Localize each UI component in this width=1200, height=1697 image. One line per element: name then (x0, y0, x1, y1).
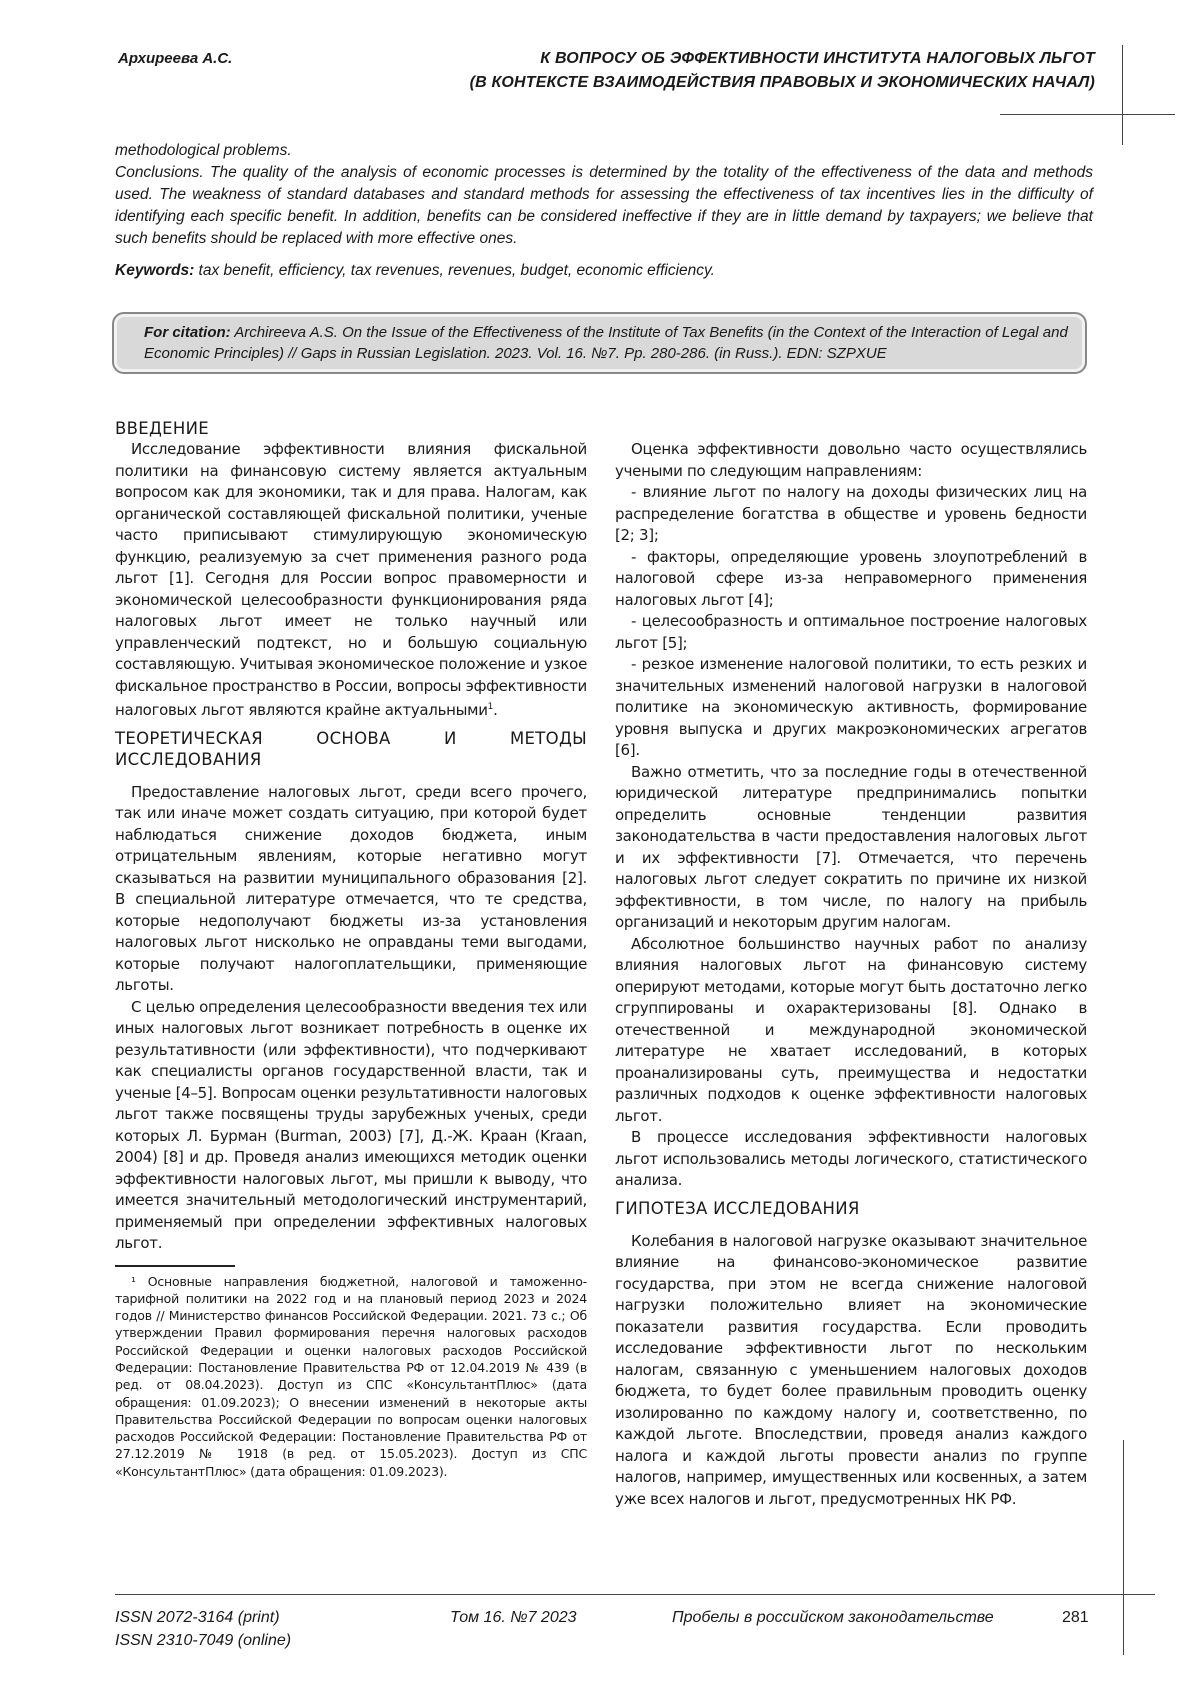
running-header-author: Архиреева А.С. (118, 50, 232, 67)
issn-online: ISSN 2310-7049 (online) (115, 1629, 291, 1652)
abstract-conclusions: Conclusions. The quality of the analysis of economic processes is determined by the totality of the effectiveness of the data and methods used. The weakness of standard databases and standard methods for assessing the effectiveness of tax incentives lies in the difficulty of identifying each specific benefit. In addition, benefits can be considered ineffective if they are in little demand by taxpayers; we believe that such benefits should be replaced with more effective ones. (115, 162, 1093, 250)
abstract (115, 140, 1093, 282)
abstract-p1: methodological problems. (115, 140, 1093, 162)
footer-issn (115, 1606, 291, 1652)
heading-theory-methods: ТЕОРЕТИЧЕСКАЯ ОСНОВА И МЕТОДЫ ИССЛЕДОВАНИЯ (115, 728, 587, 770)
paragraph: Колебания в налоговой нагрузке оказывают значительное влияние на финансово-экономическое развитие государства, при этом не всегда снижение налоговой нагрузки положительно влияет на экономические показатели развития государства. Если проводить исследование эффективности льгот по нескольким налогам, связанную с уменьшением налоговых доходов бюджета, то будет более правильным проводить оценку изолированно по каждому налогу и, соответственно, по каждой льготе. Впоследствии, проведя анализ каждого налога и каждой льготы провести анализ по группе налогов, например, имущественных или косвенных, а затем уже всех налогов и льгот, предусмотренных НК РФ. (615, 1231, 1087, 1511)
paragraph: Абсолютное большинство научных работ по анализу влияния налоговых льгот на финансовую систему оперируют методами, которые могут быть достаточно легко сгруппированы и охарактеризованы [8]. Однако в отечественной и международной экономической литературе не хватает исследований, в которых проанализированы суть, преимущества и недостатки различных подходов к оценке эффективности налоговых льгот. (615, 934, 1087, 1128)
list-item: - факторы, определяющие уровень злоупотреблений в налоговой сфере из-за неправомерного применения налоговых льгот [4]; (615, 547, 1087, 612)
citation-text: Archireeva A.S. On the Issue of the Effectiveness of the Institute of Tax Benefits (in the Context of the Interaction of Legal and Economic Principles) // Gaps in Russian Legislation. 2023. Vol. 16. №7. Pp. 280-286. (in Russ.). EDN: SZPXUE (144, 324, 1068, 362)
keywords-label: Keywords: (115, 262, 194, 279)
citation-label: For citation: (144, 324, 231, 341)
footer-vertical-rule (1123, 1440, 1124, 1655)
header-horizontal-rule (1000, 114, 1175, 115)
right-column (615, 418, 1087, 1510)
issn-print: ISSN 2072-3164 (print) (115, 1606, 291, 1629)
heading-hypothesis: ГИПОТЕЗА ИССЛЕДОВАНИЯ (615, 1198, 1087, 1219)
header-vertical-rule (1122, 45, 1123, 145)
citation-box (112, 312, 1087, 374)
keywords-text: tax benefit, efficiency, tax revenues, revenues, budget, economic efficiency. (194, 262, 715, 279)
footer-volume: Том 16. №7 2023 (450, 1606, 577, 1629)
paragraph: В процессе исследования эффективности налоговых льгот использовались методы логического, статистического анализа. (615, 1127, 1087, 1192)
footnote-rule (115, 1265, 235, 1267)
paragraph: С целью определения целесообразности введения тех или иных налоговых льгот возникает потребность в оценке их результативности (или эффективности), что подчеркивают как специалисты органов государственной власти, так и ученые [4–5]. Вопросам оценки результативности налоговых льгот также посвящены труды зарубежных ученых, среди которых Л. Бурман (Burman, 2003) [7], Д.-Ж. Краан (Kraan, 2004) [8] и др. Проведя анализ имеющихся методик оценки эффективности налоговых льгот, мы пришли к выводу, что имеется значительный методологический инструментарий, применяемый при определении эффективных налоговых льгот. (115, 997, 587, 1255)
footer-journal: Пробелы в российском законодательстве (672, 1606, 994, 1629)
running-header-title (470, 47, 1095, 95)
paragraph: Оценка эффективности довольно часто осуществлялись учеными по следующим направлениям: (615, 439, 1087, 482)
header-title-line2: (В КОНТЕКСТЕ ВЗАИМОДЕЙСТВИЯ ПРАВОВЫХ И ЭКОНОМИЧЕСКИХ НАЧАЛ) (470, 71, 1095, 95)
page-number: 281 (1062, 1606, 1089, 1629)
heading-introduction: ВВЕДЕНИЕ (115, 418, 587, 439)
intro-end: . (493, 701, 497, 719)
list-item: - влияние льгот по налогу на доходы физических лиц на распределение богатства в обществе и уровень бедности [2; 3]; (615, 482, 1087, 547)
header-title-line1: К ВОПРОСУ ОБ ЭФФЕКТИВНОСТИ ИНСТИТУТА НАЛОГОВЫХ ЛЬГОТ (470, 47, 1095, 71)
intro-text: Исследование эффективности влияния фискальной политики на финансовую систему является актуальным вопросом как для экономики, так и для права. Налогам, как органической составляющей фискальной политики, ученые часто приписывают стимулирующую экономическую функцию, реализуемую за счет применения разного рода льгот [1]. Сегодня для России вопрос правомерности и экономической целесообразности функционирования ряда налоговых льгот имеет не только научный или управленческий подтекст, но и большую социальную составляющую. Учитывая экономическое положение и узкое фискальное пространство в России, вопросы эффективности налоговых льгот являются крайне актуальными (115, 440, 587, 719)
keywords (115, 260, 1093, 282)
document-page (0, 0, 1200, 1697)
left-column (115, 418, 587, 1480)
paragraph: Предоставление налоговых льгот, среди всего прочего, так или иначе может создать ситуацию, при которой будет наблюдаться снижение доходов бюджета, иным отрицательным явлениям, которые негативно могут сказываться на развитии муниципального образования [2]. В специальной литературе отмечается, что те средства, которые недополучают бюджеты из-за установления налоговых льгот нисколько не оправданы теми выгодами, которые получают налогоплательщики, применяющие льготы. (115, 782, 587, 997)
footer-rule (115, 1594, 1155, 1595)
list-item: - целесообразность и оптимальное построение налоговых льгот [5]; (615, 611, 1087, 654)
paragraph (115, 439, 587, 722)
list-item: - резкое изменение налоговой политики, то есть резких и значительных изменений налоговой нагрузки в налоговой политике на экономическую активность, формирование уровня выпуска и других макроэкономических агрегатов [6]. (615, 654, 1087, 762)
footnote-ref[interactable]: 1 (488, 702, 493, 712)
paragraph: Важно отметить, что за последние годы в отечественной юридической литературе предпринимались попытки определить основные тенденции развития законодательства в части предоставления налоговых льгот и их эффективности [7]. Отмечается, что перечень налоговых льгот следует сократить по причине их низкой эффективности, в том числе, по налогу на прибыль организаций и некоторым другим налогам. (615, 762, 1087, 934)
footnote: ¹ Основные направления бюджетной, налоговой и таможенно-тарифной политики на 2022 год и на плановый период 2023 и 2024 годов // Министерство финансов Российской Федерации. 2021. 73 с.; Об утверждении Правил формирования перечня налоговых расходов Российской Федерации и оценки налоговых расходов Российской Федерации: Постановление Правительства РФ от 12.04.2019 № 439 (в ред. от 08.04.2023). Доступ из СПС «КонсультантПлюс» (дата обращения: 01.09.2023); О внесении изменений в некоторые акты Правительства Российской Федерации по вопросам оценки налоговых расходов Российской Федерации: Постановление Правительства РФ от 27.12.2019 № 1918 (в ред. от 15.05.2023). Доступ из СПС «КонсультантПлюс» (дата обращения: 01.09.2023). (115, 1273, 587, 1481)
